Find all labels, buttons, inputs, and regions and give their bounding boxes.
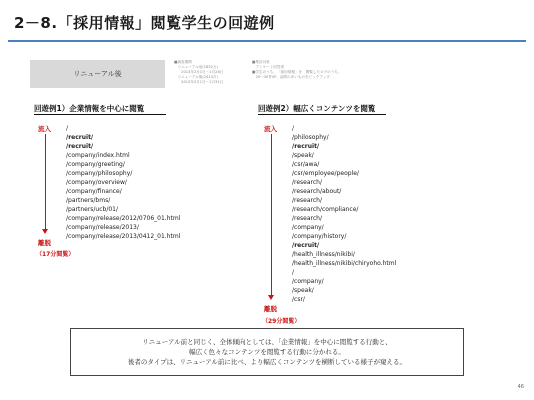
route-2-entry-label: 流入 — [264, 125, 277, 133]
path-item: /company/index.html — [66, 152, 130, 159]
path-item: /research/ — [292, 179, 322, 186]
route-2-flow-line — [271, 134, 272, 296]
path-item: /research/ — [292, 197, 322, 204]
target-notes — [252, 60, 342, 80]
route-1-entry-label: 流入 — [38, 125, 51, 133]
summary-line: リニューアル前と同じく、全体傾向としては、「企業情報」を中心に閲覧する行動と、 — [142, 338, 392, 346]
route-1-path-list — [66, 124, 180, 241]
path-item: / — [292, 269, 295, 276]
path-item: /recruit/ — [66, 134, 94, 141]
route-2-path-list — [292, 124, 396, 304]
renewal-badge: リニューアル後 — [30, 60, 165, 88]
route-2-arrow-down-icon — [268, 295, 274, 300]
path-item: /csr/ — [292, 296, 305, 303]
survey-period-notes — [174, 60, 223, 85]
note-line: リニューアル後(2413万) — [174, 75, 218, 79]
path-item: /company/finance/ — [66, 188, 122, 195]
path-item: /health_illness/nikibi/chiryoho.html — [292, 260, 397, 267]
path-item: /company/philosophy/ — [66, 170, 133, 177]
route-2-heading: 回遊例2）幅広くコンテンツを閲覧 — [258, 104, 376, 113]
path-item: /partners/ucb/01/ — [66, 206, 119, 213]
path-item: /health_illness/nikibi/ — [292, 251, 355, 258]
path-item: /research/about/ — [292, 188, 342, 195]
path-item: /csr/awa/ — [292, 161, 320, 168]
path-item: /research/compliance/ — [292, 206, 359, 213]
note-line: 2013年2月1日～1月28日 — [174, 70, 224, 74]
path-item: /recruit/ — [66, 143, 94, 150]
path-item: /recruit/ — [292, 242, 320, 249]
route-1-heading-underline — [34, 114, 166, 115]
path-item: /partners/bms/ — [66, 197, 111, 204]
route-2-heading-underline — [258, 114, 386, 115]
page-number: 46 — [517, 384, 524, 390]
path-item: /research/ — [292, 215, 322, 222]
path-item: /speak/ — [292, 287, 314, 294]
path-item: /company/release/2013/0412_01.html — [66, 233, 181, 240]
path-item: / — [66, 125, 69, 132]
note-line: ■学生のうち、「採用情報」を 閲覧したログのうち、 — [252, 70, 342, 74]
note-line: アンケート回答者 — [252, 65, 285, 69]
path-item: /recruit/ — [292, 143, 320, 150]
path-item: /company/history/ — [292, 233, 347, 240]
path-item: /company/greeting/ — [66, 161, 125, 168]
slide-title: 2－8.「採用情報」閲覧学生の回遊例 — [14, 14, 275, 32]
route-1-heading: 回遊例1）企業情報を中心に閲覧 — [34, 104, 145, 113]
summary-box — [70, 328, 464, 376]
path-item: /company/overview/ — [66, 179, 127, 186]
path-item: /speak/ — [292, 152, 314, 159]
note-line: リニューアル前(1852万) — [174, 65, 218, 69]
path-item: /company/release/2012/0706_01.html — [66, 215, 181, 222]
route-1-flow-line — [45, 134, 46, 230]
path-item: /company/ — [292, 224, 324, 231]
route-2-exit-label: 離脱 — [264, 305, 277, 313]
summary-line: 後者のタイプは、リニューアル前に比べ、より幅広くコンテンツを横断している様子が窺える。 — [127, 358, 407, 366]
path-item: / — [292, 125, 295, 132]
route-1-duration: （17分閲覧） — [36, 251, 75, 258]
title-rule — [8, 40, 526, 42]
note-line: ■集計対象 — [252, 60, 270, 64]
route-1-exit-label: 離脱 — [38, 239, 51, 247]
path-item: /company/ — [292, 278, 324, 285]
route-2-duration: （29分閲覧） — [262, 318, 301, 325]
path-item: /company/release/2013/ — [66, 224, 139, 231]
note-line: 2013年3月1日～1月31日 — [174, 80, 224, 84]
route-1-arrow-down-icon — [42, 229, 48, 234]
path-item: /philosophy/ — [292, 134, 329, 141]
note-line: 20～30件/IP、訪問の多いものをピックアップ — [252, 75, 330, 79]
note-line: ■調査期間 — [174, 60, 192, 64]
path-item: /csr/employee/people/ — [292, 170, 359, 177]
summary-line: 幅広く色々なコンテンツを閲覧する行動に分かれる。 — [189, 348, 345, 356]
